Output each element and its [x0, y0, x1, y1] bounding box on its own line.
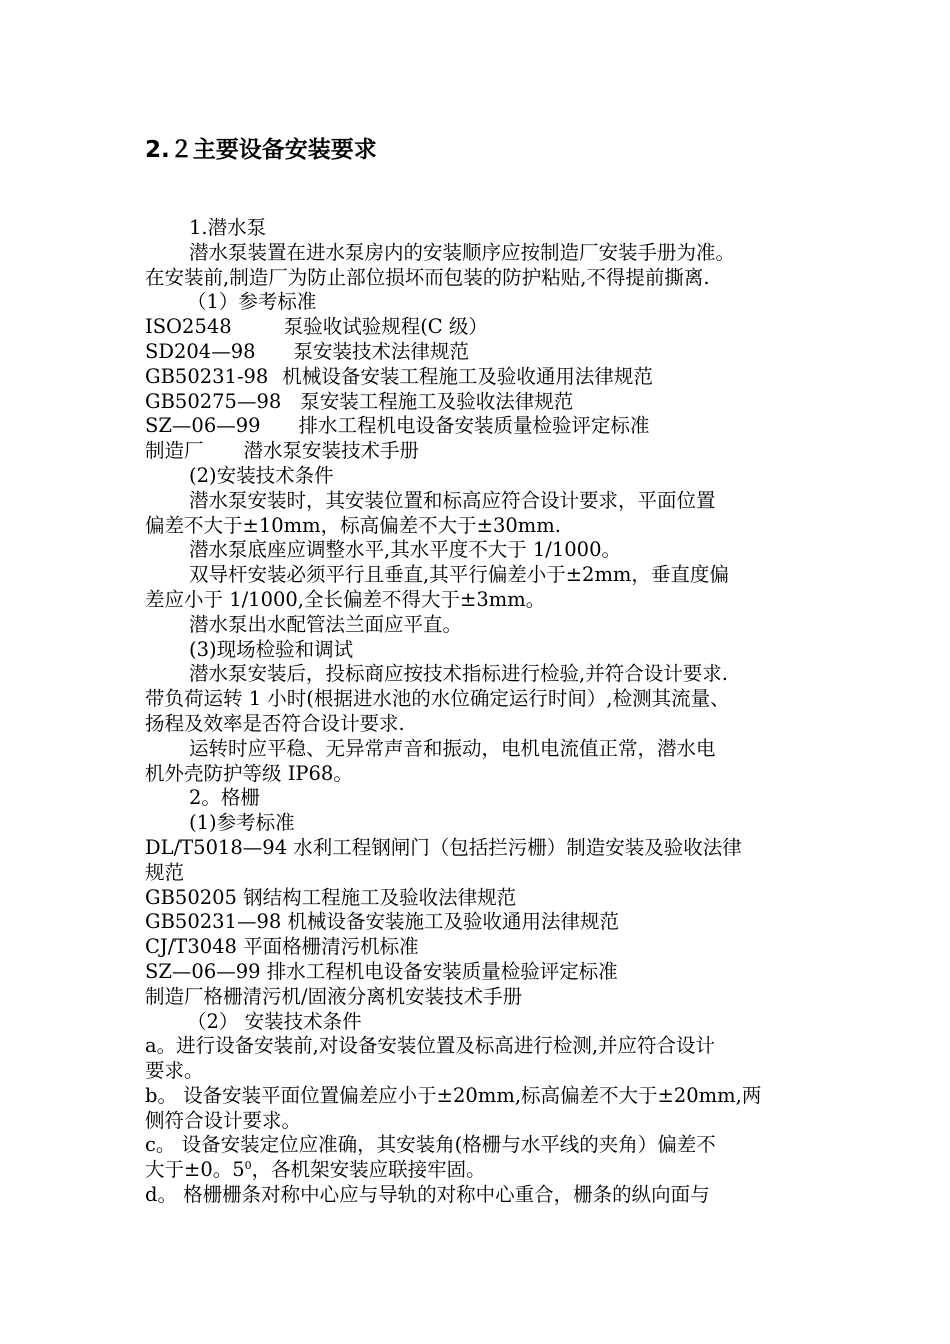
pump-cond-title: (2)安装技术条件	[189, 463, 334, 487]
pump-test-2b: 机外壳防护等级 IP68。	[145, 761, 353, 785]
screen-cond-title: （2） 安装技术条件	[187, 1009, 362, 1033]
pump-cond-2: 潜水泵底座应调整水平,其水平度不大于 1/1000。	[189, 538, 621, 562]
screen-ref-title: (1)参考标准	[189, 811, 295, 835]
screen-ref-1b: 规范	[145, 860, 185, 884]
ref-code: SZ—06—99	[145, 414, 261, 438]
pump-intro-line-1: 潜水泵装置在进水泵房内的安装顺序应按制造厂安装手册为准。	[189, 240, 736, 264]
pump-cond-1b: 偏差不大于±10mm，标高偏差不大于±30mm.	[145, 513, 561, 537]
ref-code: GB50275—98	[145, 389, 282, 413]
pump-test-title: (3)现场检验和调试	[189, 637, 354, 661]
screen-cond-b-2: 侧符合设计要求。	[145, 1108, 302, 1132]
ref-name: 排水工程机电设备安装质量检验评定标准	[298, 414, 650, 438]
pump-test-1a: 潜水泵安装后，投标商应按技术指标进行检验,并符合设计要求.	[189, 662, 728, 686]
pump-ref-item	[145, 340, 807, 365]
screen-cond-b-1: b。 设备安装平面位置偏差应小于±20mm,标高偏差不大于±20mm,两	[145, 1083, 762, 1107]
pump-cond-1a: 潜水泵安装时，其安装位置和标高应符合设计要求，平面位置	[189, 488, 716, 512]
pump-title: 1.潜水泵	[189, 216, 267, 239]
degree-superscript: 0	[244, 1159, 252, 1173]
pump-test-1c: 扬程及效率是否符合设计要求.	[145, 711, 405, 735]
pump-intro-line-2: 在安装前,制造厂为防止部位损坏而包装的防护粘贴,不得提前撕离.	[145, 265, 710, 289]
document-body	[145, 216, 807, 1208]
ref-name: 潜水泵安装技术手册	[243, 439, 420, 463]
pump-ref-item	[145, 439, 807, 464]
screen-cond-a-2: 要求。	[145, 1059, 204, 1083]
section-heading: 2.２主要设备安装要求	[145, 137, 377, 163]
ref-name: 泵验收试验规程(C 级）	[283, 315, 488, 339]
pump-test-1b: 带负荷运转 1 小时(根据进水池的水位确定运行时间）,检测其流量、	[145, 687, 730, 711]
c-2-post: ，各机架安装应联接牢固。	[251, 1158, 486, 1182]
ref-name: 机械设备安装工程施工及验收通用法律规范	[282, 364, 653, 388]
screen-cond-c-2	[145, 1158, 807, 1183]
pump-cond-3b: 差应小于 1/1000,全长偏差不得大于±3mm。	[145, 587, 546, 611]
pump-ref-item	[145, 315, 807, 340]
screen-cond-a-1: a。进行设备安装前,对设备安装位置及标高进行检测,并应符合设计	[145, 1034, 716, 1058]
ref-name: 泵安装工程施工及验收法律规范	[300, 389, 574, 413]
pump-cond-4: 潜水泵出水配管法兰面应平直。	[189, 612, 463, 636]
screen-ref-3: GB50231—98 机械设备安装施工及验收通用法律规范	[145, 910, 619, 934]
pump-ref-item	[145, 390, 807, 415]
screen-ref-4: CJ/T3048 平面格栅清污机标准	[145, 935, 419, 959]
screen-ref-5: SZ—06—99 排水工程机电设备安装质量检验评定标准	[145, 959, 618, 983]
ref-code: SD204—98	[145, 339, 256, 363]
screen-cond-c-1: c。 设备安装定位应准确，其安装角(格栅与水平线的夹角）偏差不	[145, 1133, 716, 1157]
screen-title: 2。格栅	[189, 786, 260, 810]
pump-cond-3a: 双导杆安装必须平行且垂直,其平行偏差小于±2mm，垂直度偏	[189, 563, 729, 587]
ref-code: 制造厂	[145, 439, 204, 463]
pump-ref-title: （1）参考标准	[187, 290, 317, 314]
screen-ref-1a: DL/T5018—94 水利工程钢闸门（包括拦污栅）制造安装及验收法律	[145, 835, 742, 859]
pump-ref-item	[145, 365, 807, 390]
ref-code: ISO2548	[145, 315, 232, 339]
screen-ref-6: 制造厂格栅清污机/固液分离机安装技术手册	[145, 984, 523, 1008]
c-2-pre: 大于±0。5	[145, 1158, 245, 1182]
screen-cond-d-1: d。 格栅栅条对称中心应与导轨的对称中心重合，栅条的纵向面与	[145, 1183, 710, 1207]
ref-code: GB50231-98	[145, 364, 269, 388]
screen-ref-2: GB50205 钢结构工程施工及验收法律规范	[145, 885, 517, 909]
pump-ref-item	[145, 414, 807, 439]
ref-name: 泵安装技术法律规范	[293, 339, 470, 363]
pump-test-2a: 运转时应平稳、无异常声音和振动，电机电流值正常，潜水电	[189, 736, 716, 760]
